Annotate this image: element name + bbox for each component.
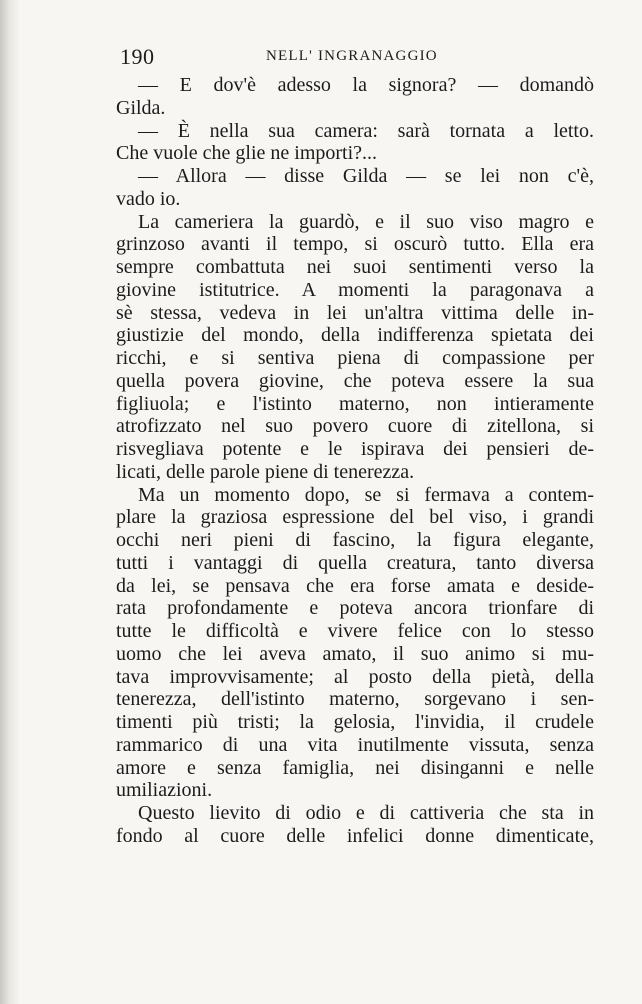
text-line: grinzoso avanti il tempo, si oscurò tutto. Ella era [116, 233, 594, 256]
text-line: — E dov'è adesso la signora? — domandò [138, 74, 594, 96]
text-line: da lei, se pensava che era forse amata e deside- [116, 574, 594, 597]
page-header [120, 44, 590, 70]
text-line: uomo che lei aveva amato, il suo animo si mu- [116, 642, 594, 665]
text-line: rata profondamente e poteva ancora trionfare di [116, 597, 594, 620]
page-gutter-shadow [0, 0, 20, 1004]
text-line: sempre combattuta nei suoi sentimenti verso la [116, 256, 594, 278]
text-line: giustizie del mondo, della indifferenza spietata dei [116, 324, 594, 347]
running-title: NELL' INGRANAGGIO [266, 48, 438, 64]
text-line: risvegliava potente e le ispirava dei pensieri de- [116, 438, 594, 460]
text-line: quella povera giovine, che poteva essere la sua [116, 369, 594, 392]
text-line: Che vuole che glie ne importi?... [116, 142, 378, 165]
text-line: Ma un momento dopo, se si fermava a contem- [138, 483, 594, 506]
text-line: fondo al cuore delle infelici donne dimenticate, [116, 824, 594, 847]
text-line: vado io. [116, 187, 181, 210]
text-line: occhi neri pieni di fascino, la figura elegante, [116, 529, 594, 551]
text-line: plare la graziosa espressione del bel viso, i grandi [116, 506, 594, 529]
text-line: tava improvvisamente; al posto della pietà, della [116, 665, 594, 688]
text-line: Questo lievito di odio e di cattiveria che sta in [138, 802, 594, 824]
text-line: umiliazioni. [116, 779, 213, 802]
text-line: Gilda. [116, 96, 166, 119]
text-line: tutte le difficoltà e vivere felice con lo stesso [116, 620, 594, 642]
text-line: — È nella sua camera: sarà tornata a letto. [138, 119, 594, 142]
text-line: giovine istitutrice. A momenti la paragonava a [116, 278, 594, 301]
text-line: sè stessa, vedeva in lei un'altra vittima delle in- [116, 301, 594, 324]
text-line: tutti i vantaggi di quella creatura, tanto diversa [116, 551, 594, 574]
text-line: tenerezza, dell'istinto materno, sorgevano i sen- [116, 688, 594, 711]
text-line: atrofizzato nel suo povero cuore di zitellona, si [116, 415, 594, 438]
text-line: licati, delle parole piene di tenerezza. [116, 460, 415, 483]
text-line: figliuola; e l'istinto materno, non intieramente [116, 392, 594, 415]
page-number: 190 [120, 44, 155, 69]
text-line: rammarico di una vita inutilmente vissuta, senza [116, 733, 594, 756]
body-text [116, 74, 594, 848]
text-line: timenti più tristi; la gelosia, l'invidia, il crudele [116, 711, 594, 733]
text-line: La cameriera la guardò, e il suo viso magro e [138, 210, 594, 233]
text-line: amore e senza famiglia, nei disinganni e nelle [116, 756, 594, 779]
text-line: — Allora — disse Gilda — se lei non c'è, [138, 165, 594, 187]
text-line: ricchi, e si sentiva piena di compassione per [116, 347, 594, 369]
